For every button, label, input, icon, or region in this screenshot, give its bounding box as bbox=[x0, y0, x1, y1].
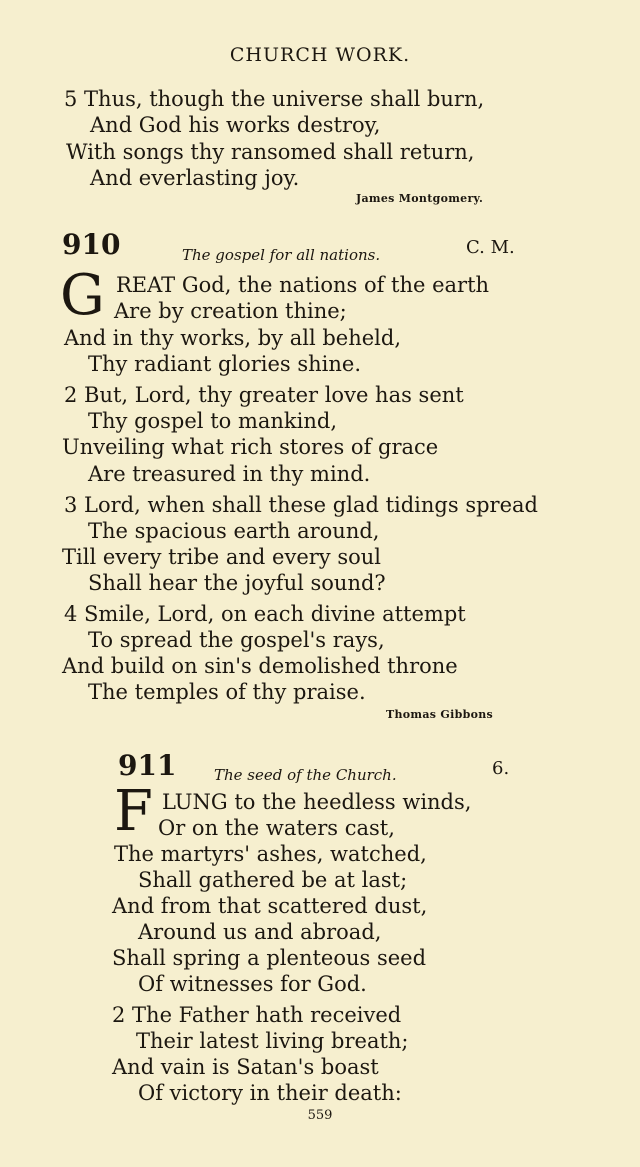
verse-line: Shall gathered be at last; bbox=[138, 868, 408, 892]
verse-line: 4 Smile, Lord, on each divine attempt bbox=[64, 602, 466, 626]
verse-line: The martyrs' ashes, watched, bbox=[114, 842, 427, 866]
drop-cap: G bbox=[60, 263, 105, 328]
verse-line: Shall spring a plenteous seed bbox=[112, 946, 427, 970]
verse-line: REAT God, the nations of the earth bbox=[116, 273, 490, 297]
hymn-number: 911 bbox=[118, 749, 177, 782]
hymn-topic: The seed of the Church. bbox=[214, 766, 397, 784]
hymn-topic: The gospel for all nations. bbox=[182, 246, 381, 264]
verse-line: Till every tribe and every soul bbox=[62, 545, 381, 569]
verse-line: Thy radiant glories shine. bbox=[88, 352, 362, 376]
verse-line: Are by creation thine; bbox=[114, 299, 347, 323]
verse-line: Are treasured in thy mind. bbox=[88, 462, 371, 486]
verse-line: Around us and abroad, bbox=[138, 920, 382, 944]
verse-line: Unveiling what rich stores of grace bbox=[62, 435, 439, 459]
verse-line: 2 But, Lord, thy greater love has sent bbox=[64, 383, 464, 407]
hymn-author: James Montgomery. bbox=[356, 192, 484, 205]
hymn-meter: C. M. bbox=[466, 237, 515, 258]
verse-line: Of witnesses for God. bbox=[138, 972, 367, 996]
verse-line: The temples of thy praise. bbox=[88, 680, 366, 704]
hymn-number: 910 bbox=[62, 228, 121, 261]
verse-line: Shall hear the joyful sound? bbox=[88, 571, 386, 595]
verse-line: Their latest living breath; bbox=[136, 1029, 409, 1053]
verse-line: To spread the gospel's rays, bbox=[88, 628, 385, 652]
verse-line: The spacious earth around, bbox=[88, 519, 380, 543]
hymn-author: Thomas Gibbons bbox=[386, 708, 493, 721]
verse-line: And from that scattered dust, bbox=[112, 894, 428, 918]
drop-cap: F bbox=[114, 779, 153, 844]
verse-line: With songs thy ransomed shall return, bbox=[66, 140, 475, 164]
verse-line: 3 Lord, when shall these glad tidings spread bbox=[64, 493, 538, 517]
verse-line: And God his works destroy, bbox=[90, 113, 381, 137]
verse-line: And build on sin's demolished throne bbox=[62, 654, 458, 678]
verse-line: And in thy works, by all beheld, bbox=[64, 326, 402, 350]
verse-line: Thy gospel to mankind, bbox=[88, 409, 337, 433]
verse-line: 2 The Father hath received bbox=[112, 1003, 402, 1027]
page-header: CHURCH WORK. bbox=[229, 44, 411, 66]
page-number: 559 bbox=[307, 1108, 333, 1123]
hymn-meter: 6. bbox=[492, 758, 510, 779]
verse-line: And everlasting joy. bbox=[90, 166, 300, 190]
verse-line: 5 Thus, though the universe shall burn, bbox=[64, 87, 485, 111]
verse-line: And vain is Satan's boast bbox=[112, 1055, 379, 1079]
verse-line: LUNG to the heedless winds, bbox=[162, 790, 472, 814]
verse-line: Of victory in their death: bbox=[138, 1081, 402, 1105]
verse-line: Or on the waters cast, bbox=[158, 816, 395, 840]
